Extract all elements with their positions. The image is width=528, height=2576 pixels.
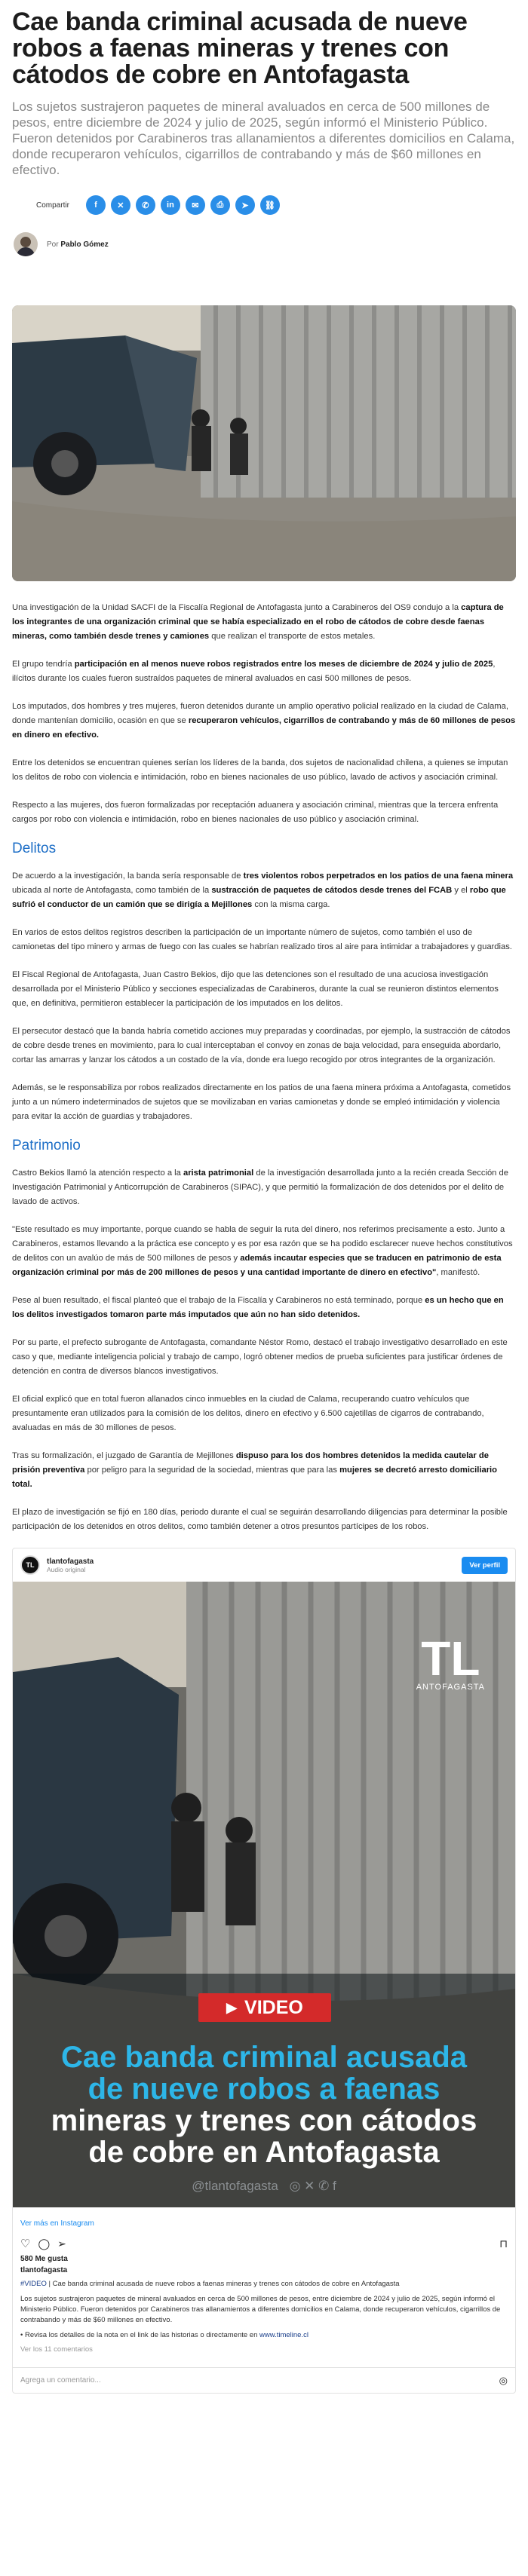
instagram-avatar[interactable]: TL [20,1555,40,1575]
caption-hashtag[interactable]: #VIDEO [20,2280,47,2288]
paragraph: El persecutor destacó que la banda habría cometido acciones muy preparadas y coordinadas, por ejemplo, la sustracción de cátodos de cobre desde trenes en movimiento, para lo cual interceptaban el convoy en zonas de baja velocidad, para enseguida abordarlo, cortar las amarras y lanzar los cátodos a un costado de la vía, donde era luego recogido por otros integrantes de la organización. [12,1027,511,1064]
paragraph: Una investigación de la Unidad SACFI de la Fiscalía Regional de Antofagasta junto a Carabineros del OS9 condujo a la captura de los integrantes de una organización criminal que se había especializado en el robo de cátodos de cobre desde faenas mineras, como también desde trenes y camiones que realizan el transporte de estos metales. [12,603,504,641]
view-profile-button[interactable]: Ver perfil [462,1557,508,1574]
x-icon[interactable]: ✕ [111,195,130,215]
author-row [12,231,516,258]
heart-icon[interactable]: ♡ [20,2238,31,2250]
instagram-icon[interactable]: ◎ [499,2374,508,2386]
caption-body: Los sujetos sustrajeron paquetes de mineral avaluados en cerca de 500 millones de pesos, entre diciembre de 2024 y julio de 2025, según informó el Ministerio Público. Fueron detenidos por Carabineros tras allanamientos a diferentes domicilios en Calama, donde recuperaron vehículos, cigarrillos de contrabando y más de $60 millones en efectivo. [20,2295,501,2324]
instagram-video[interactable] [13,1582,515,2207]
paragraph: Respecto a las mujeres, dos fueron formalizadas por receptación aduanera y asociación criminal, mientras que la tercera enfrenta cargos por robo con violencia e intimidación, robo en bienes nacionales de uso público y asociación criminal. [12,801,499,824]
video-badge[interactable] [198,1993,331,2022]
paragraph: El oficial explicó que en total fueron allanados cinco inmuebles en la ciudad de Calama, recuperando cuatro vehículos que presuntamente eran utilizados para la comisión de los delitos, dinero en efectivo y 6.500 cajetillas de cigarros de contrabando, avaluadas en más de 30 millones de pesos. [12,1395,484,1432]
paragraph: Castro Bekios llamó la atención respecto a la arista patrimonial de la investigación desarrollada junto a la recién creada Sección de Investigación Patrimonial y Anticorrupción de Carabineros (SIPAC), y que permitió la formalización de dos detenidos por el delito de lavado de activos. [12,1169,508,1206]
paragraph: Por su parte, el prefecto subrogante de Antofagasta, comandante Néstor Romo, destacó el trabajo investigativo desarrollado en este caso y que, mediante inteligencia policial y trabajo de campo, logró obtener medios de prueba suficientes para justificar órdenes de detención en contra de diversos blancos investigativos. [12,1338,508,1376]
tl-logo [416,1631,485,1692]
paragraph: Además, se le responsabiliza por robos realizados directamente en los patios de una faena minera próxima a Antofagasta, cometidos junto a un número indeterminados de sujetos que se movilizaban en varias camionetas y donde se empleó intimidación y violencia para evitar la acción de guardias y trabajadores. [12,1083,511,1121]
instagram-header [13,1548,515,1582]
headline-line: de cobre en Antofagasta [88,2136,440,2169]
author-prefix: Por [47,240,59,249]
comment-icon[interactable]: ◯ [38,2237,51,2250]
hero-image [12,305,516,581]
caption-account[interactable]: tlantofagasta [20,2266,68,2274]
author-name[interactable]: Pablo Gómez [60,240,109,249]
paragraph: Tras su formalización, el juzgado de Garantía de Mejillones dispuso para los dos hombres detenidos la medida cautelar de prisión preventiva por peligro para la seguridad de la sociedad, mientras que para las mujeres se decretó arresto domiciliario total. [12,1451,497,1489]
social-icons: ◎ ✕ ✆ f [289,2179,336,2193]
play-icon: ▶ [226,1999,238,2015]
article-lead: Los sujetos sustrajeron paquetes de mineral avaluados en cerca de 500 millones de pesos, entre diciembre de 2024 y julio de 2025, según informó el Ministerio Público. Fueron detenidos por Carabineros tras allanamientos a diferentes domicilios en Calama, donde recuperaron vehículos, cigarrillos de contrabando y más de $60 millones en efectivo. [12,100,515,177]
caption-link-line [20,2330,508,2341]
tl-logo-mark: TL [421,1631,480,1686]
add-comment-bar [13,2367,515,2393]
caption-link[interactable]: www.timeline.cl [259,2331,309,2339]
paragraph: Entre los detenidos se encuentran quienes serían los líderes de la banda, dos sujetos de nacionalidad chilena, a quienes se imputan los delitos de robo con violencia e intimidación, robo en bienes nacionales de uso público, lavado de activos y asociación criminal. [12,758,508,782]
paragraph: En varios de estos delitos registros describen la participación de un importante número de sujetos, como también el uso de camionetas del tipo minero y armas de fuego con las cuales se habrían realizado tiros al aire para intimidar a trabajadores y guardias. [12,928,512,951]
caption-line: • Revisa los detalles de la nota en el link de las historias o directamente en [20,2331,260,2339]
section-heading-delitos: Delitos [12,841,57,856]
facebook-icon[interactable]: f [86,195,106,215]
instagram-embed [12,1548,516,2394]
instagram-audio[interactable]: Audio original [47,1565,86,1573]
headline-line: Cae banda criminal acusada [60,2041,467,2074]
telegram-icon[interactable]: ➤ [235,195,255,215]
paragraph: El Fiscal Regional de Antofagasta, Juan Castro Bekios, dijo que las detenciones son el resultado de una acuciosa investigación desarrollada por el Ministerio Público y secciones especializadas de Carabineros, durante la cual se reunieron distintos elementos que, en definitiva, permitieron establecer la participación de los imputados en los delitos. [12,970,499,1008]
share-label: Compartir [36,201,69,210]
caption-line: | Cae banda criminal acusada de nueve robos a faenas mineras y trenes con cátodos de cobre en Antofagasta [46,2280,400,2288]
link-icon[interactable]: ⛓ [260,195,280,215]
headline-line: de nueve robos a faenas [87,2072,441,2106]
video-label: VIDEO [244,1996,303,2018]
paragraph: El grupo tendría participación en al menos nueve robos registrados entre los meses de diciembre de 2024 y julio de 2025, ilícitos durante los cuales fueron sustraídos paquetes de mineral avaluados en casi 500 millones de pesos. [12,660,496,683]
paragraph: "Este resultado es muy importante, porque cuando se habla de seguir la ruta del dinero, nos referimos precisamente a esto. Junto a Carabineros, estamos llevando a la práctica ese concepto y es por esa razón que se ha podido esclarecer nueve hechos constitutivos de delitos con un avalúo de más de 500 millones de pesos y además incautar especies que se traducen en patrimonio de esta organización criminal por más de 200 millones de pesos y una cantidad importante de dinero en efectivo", manifestó. [12,1225,513,1277]
share-bar [12,195,516,216]
paragraph: El plazo de investigación se fijó en 180 días, periodo durante el cual se seguirán desarrollando diligencias para determinar la posible participación de los detenidos en otros delitos, como también detener a otros presuntos partícipes de los robos. [12,1508,508,1531]
caption [20,2279,508,2290]
headline-line: mineras y trenes con cátodos [51,2104,477,2137]
paragraph: De acuerdo a la investigación, la banda sería responsable de tres violentos robos perpetrados en los patios de una faena minera ubicada al norte de Antofagasta, como también de la sustracción de paquetes de cátodos desde trenes del FCAB y el robo que sufrió el conductor de un camión que se dirigía a Mejillones con la misma carga. [12,871,514,909]
article-body [12,601,516,1534]
video-handle [13,2179,515,2194]
instagram-footer [13,2207,515,2360]
instagram-actions [20,2235,508,2252]
print-icon[interactable]: ⎙ [210,195,230,215]
tl-logo-city: ANTOFAGASTA [416,1683,485,1692]
paragraph: Los imputados, dos hombres y tres mujeres, fueron detenidos durante un amplio operativo policial realizado en la ciudad de Calama, donde mantenían domicilio, ocasión en que se recuperaron vehículos, cigarrillos de contrabando y más de 60 millones de pesos en dinero en efectivo. [12,702,516,740]
handle-text: @tlantofagasta [192,2179,278,2193]
send-icon[interactable]: ➢ [57,2237,66,2250]
paragraph: Pese al buen resultado, el fiscal planteó que el trabajo de la Fiscalía y Carabineros no está terminado, porque es un hecho que en los delitos investigados tomaron parte más imputados que aún no han sido detenidos. [12,1296,504,1319]
view-comments-link[interactable]: Ver los 11 comentarios [20,2345,93,2354]
view-more-link[interactable]: Ver más en Instagram [20,2219,94,2228]
email-icon[interactable]: ✉ [186,195,205,215]
author-byline [47,240,109,249]
instagram-account[interactable]: tlantofagasta [47,1557,94,1566]
bookmark-icon[interactable]: ⊓ [499,2237,508,2250]
add-comment-input[interactable]: Agrega un comentario... [20,2376,101,2385]
whatsapp-icon[interactable]: ✆ [136,195,155,215]
linkedin-icon[interactable]: in [161,195,180,215]
likes-count[interactable]: 580 Me gusta [20,2255,68,2263]
video-headline [13,2042,515,2168]
article-title: Cae banda criminal acusada de nueve robos a faenas mineras y trenes con cátodos de cobre en Antofagasta [12,8,468,89]
author-avatar [14,232,38,256]
hero-photo [12,305,516,581]
section-heading-patrimonio: Patrimonio [12,1138,81,1153]
